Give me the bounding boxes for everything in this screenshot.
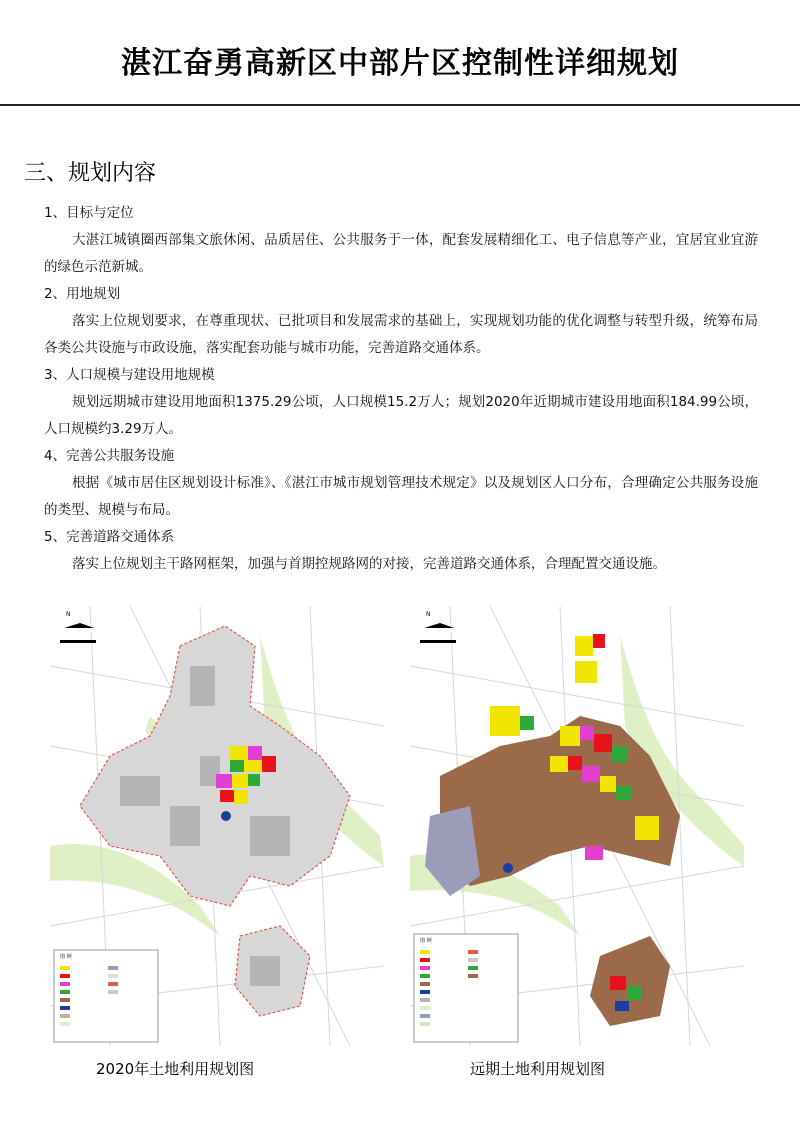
item-heading-transport: 5、完善道路交通体系	[44, 529, 175, 545]
map-long-term-graphic	[410, 606, 744, 1046]
legend-title: 图 例	[420, 938, 432, 944]
map-legend	[414, 934, 518, 1042]
title-divider	[0, 104, 800, 106]
item-heading-goals: 1、目标与定位	[44, 205, 134, 221]
item-heading-population: 3、人口规模与建设用地规模	[44, 367, 215, 383]
item-text-public-services: 根据《城市居住区规划设计标准》、《湛江市城市规划管理技术规定》以及规划区人口分布，合理确定公共服务设施的类型、规模与布局。	[44, 475, 758, 518]
legend-title: 图 例	[60, 954, 72, 960]
scale-bar	[420, 640, 456, 643]
map-caption-long-term: 远期土地利用规划图	[470, 1060, 606, 1078]
item-heading-landuse: 2、用地规划	[44, 286, 121, 302]
item-text-population: 规划远期城市建设用地面积1375.29公顷，人口规模15.2万人；规划2020年近期城市建设用地面积184.99公顷，人口规模约3.29万人。	[44, 394, 758, 437]
map-2020-graphic	[50, 606, 384, 1046]
map-legend	[54, 950, 158, 1042]
page-title: 湛江奋勇高新区中部片区控制性详细规划	[121, 46, 679, 81]
content-body	[44, 200, 758, 578]
item-heading-public-services: 4、完善公共服务设施	[44, 448, 175, 464]
map-2020-land-use	[50, 606, 384, 1046]
section-heading: 三、规划内容	[24, 161, 157, 186]
item-text-transport: 落实上位规划主干路网框架，加强与首期控规路网的对接，完善道路交通体系，合理配置交通设施。	[72, 556, 666, 572]
map-caption-2020: 2020年土地利用规划图	[96, 1060, 255, 1078]
item-text-goals: 大湛江城镇圈西部集文旅休闲、品质居住、公共服务于一体，配套发展精细化工、电子信息等产业，宜居宜业宜游的绿色示范新城。	[44, 232, 758, 275]
scale-bar	[60, 640, 96, 643]
item-text-landuse: 落实上位规划要求，在尊重现状、已批项目和发展需求的基础上，实现规划功能的优化调整与转型升级，统筹布局各类公共设施与市政设施，落实配套功能与城市功能，完善道路交通体系。	[44, 313, 758, 356]
map-long-term-land-use	[410, 606, 744, 1046]
north-label: N	[66, 611, 71, 618]
north-label: N	[426, 611, 431, 618]
